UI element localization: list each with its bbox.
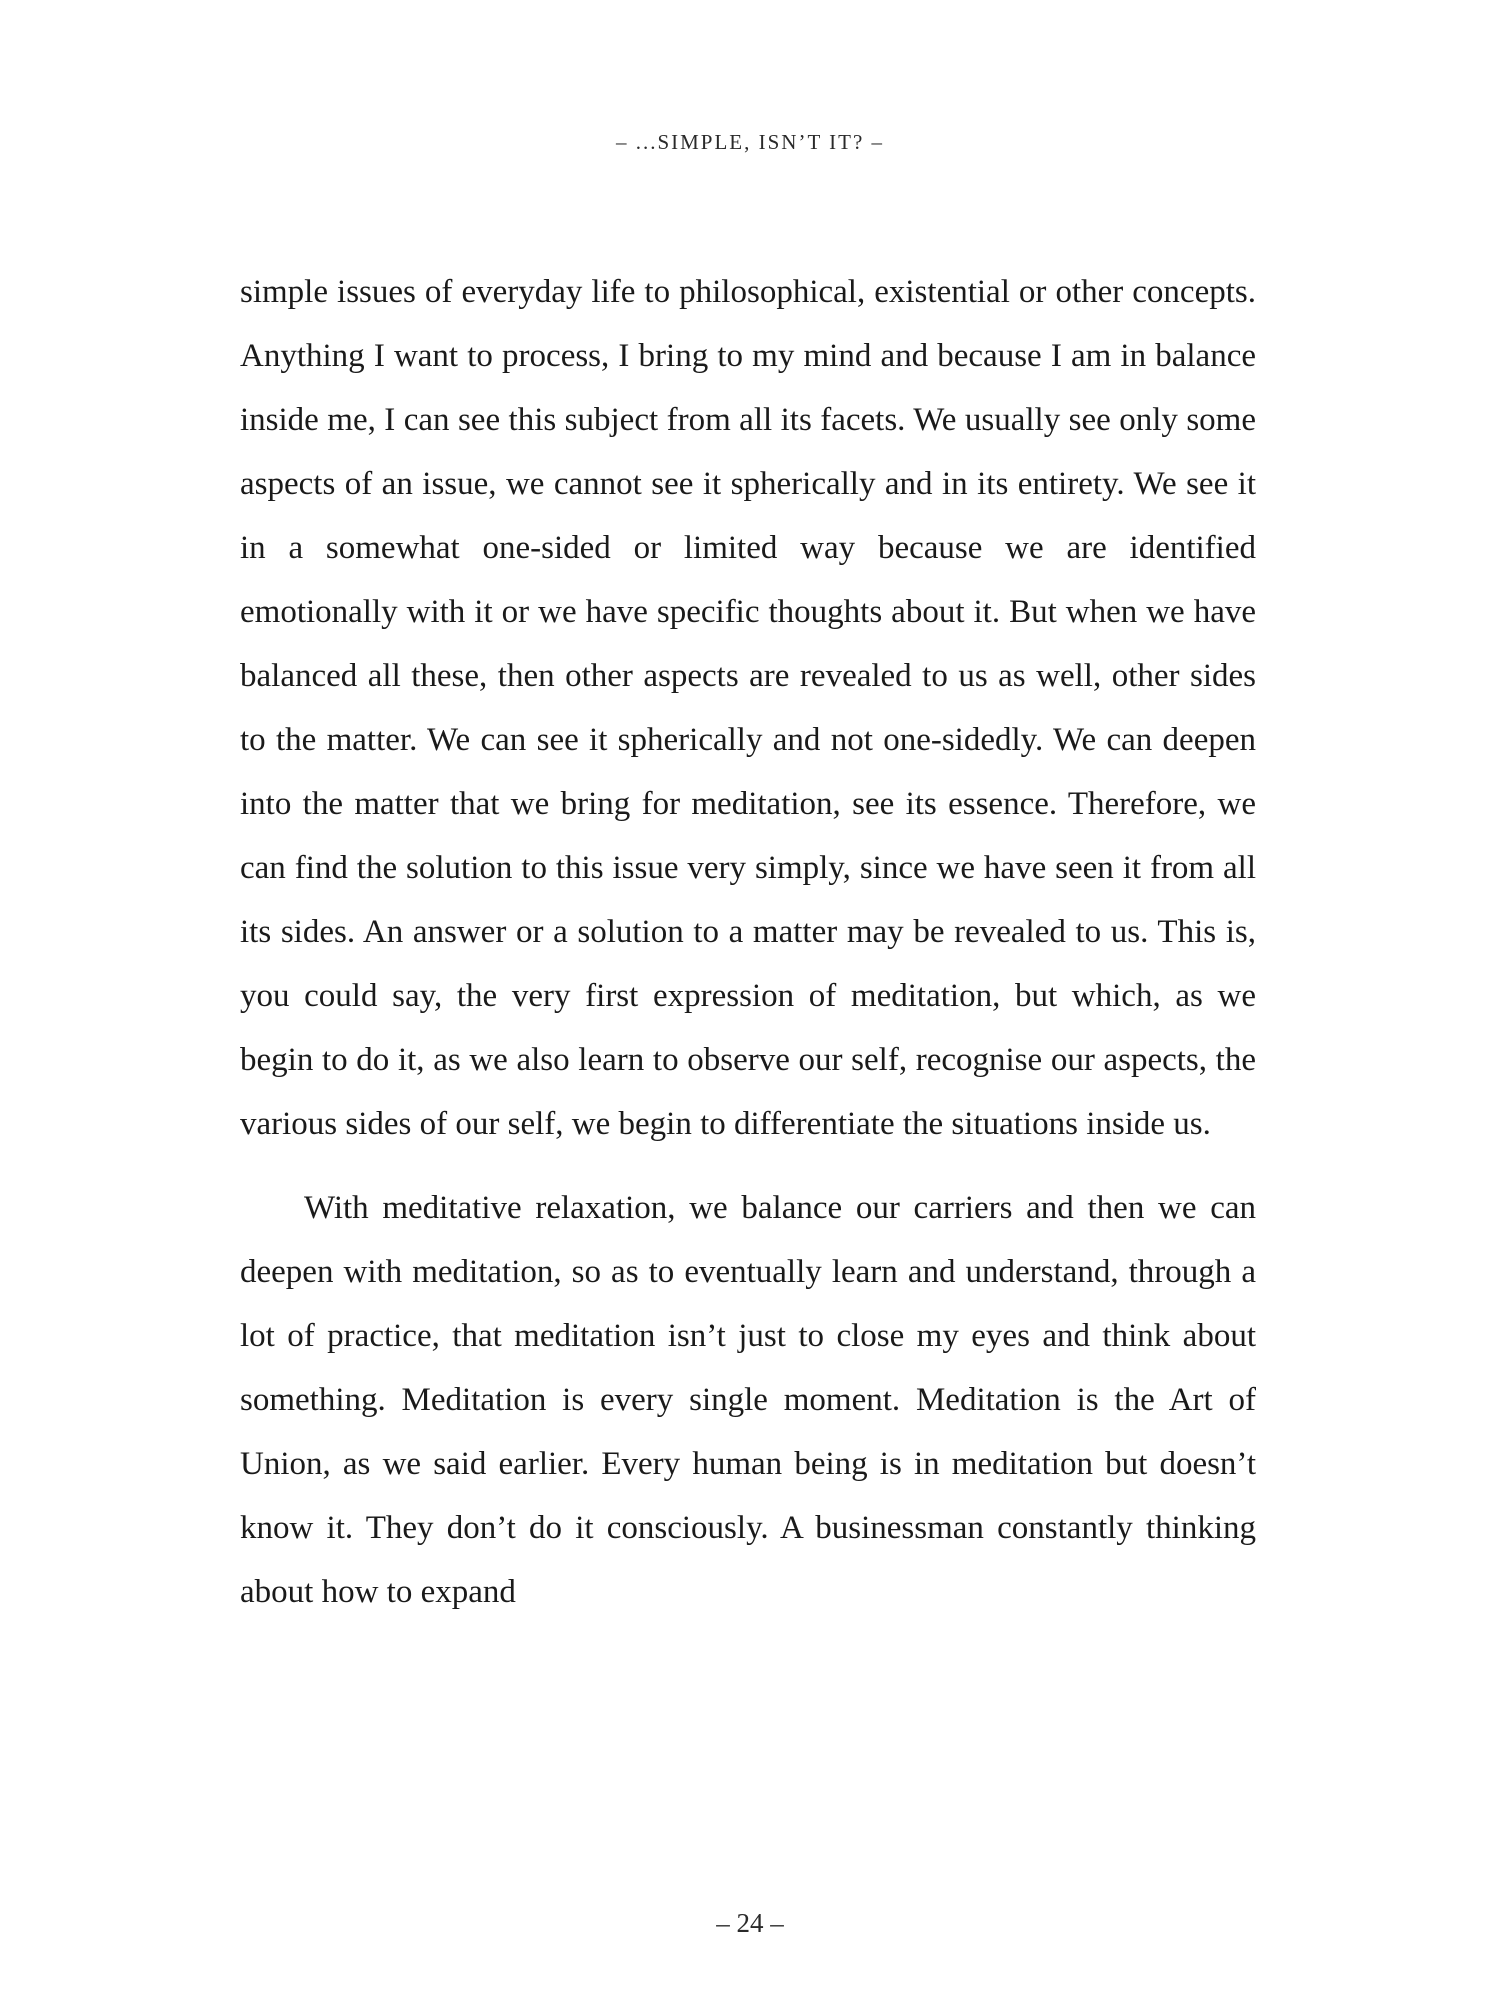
page-number: – 24 – — [716, 1908, 784, 1938]
paragraph-2: With meditative relaxation, we balance our carriers and then we can deepen with meditation, so as to eventually learn and understand, through a lot of practice, that meditation isn’t just to close my eyes and think about something. Meditation is every single moment. Meditation is the Art of Union, as we said earlier. Every human being is in meditation but doesn’t know it. They don’t do it consciously. A businessman constantly thinking about how to expand — [240, 1190, 1256, 1610]
running-head: – ...SIMPLE, ISN’T IT? – — [615, 130, 885, 154]
paragraph-1: simple issues of everyday life to philosophical, existential or other concepts. Anything I want to process, I bring to my mind and because I am in balance inside me, I can see this subject from all its facets. We usually see only some aspects of an issue, we cannot see it spherically and in its entirety. We see it in a somewhat one-sided or limited way because we are identified emotionally with it or we have specific thoughts about it. But when we have balanced all these, then other aspects are revealed to us as well, other sides to the matter. We can see it spherically and not one-sidedly. We can deepen into the matter that we bring for meditation, see its essence. Therefore, we can find the solution to this issue very simply, since we have seen it from all its sides. An answer or a solution to a matter may be revealed to us. This is, you could say, the very first expression of meditation, but which, as we begin to do it, as we also learn to observe our self, recognise our aspects, the various sides of our self, we begin to differentiate the situations inside us. — [240, 274, 1256, 1142]
body-text — [240, 260, 1256, 1624]
